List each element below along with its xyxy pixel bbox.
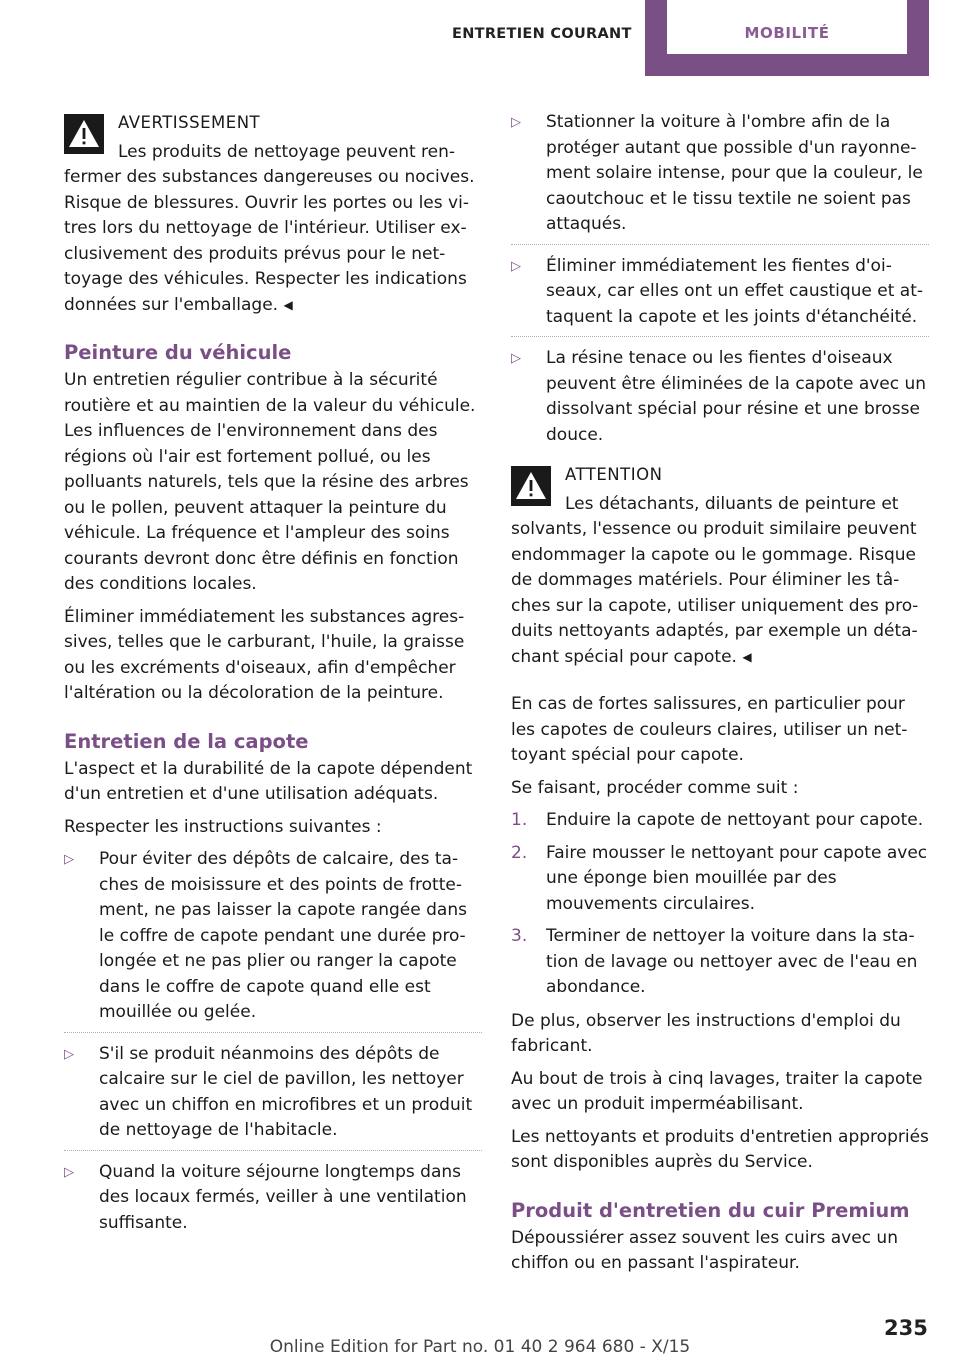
chapter-tab [645, 0, 929, 76]
triangle-bullet-icon: ▷ [64, 1046, 74, 1062]
left-column [64, 110, 482, 1244]
list-item [511, 254, 929, 338]
attention-text-body: Les détachants, diluants de peinture et solvants, l'essence ou produit similaire peuvent endommager la capote ou le gommage. Risque de dommages matériels. Pour éliminer les tâches sur la capote, utiliser uniquement des produits nettoyants adaptés, par exemple un détachant spécial pour capote. [511, 493, 919, 667]
triangle-bullet-icon: ▷ [511, 115, 521, 130]
list-item-text: S'il se produit néanmoins des dépôts de calcaire sur le ciel de pavillon, les nettoyer avec un chiffon en microfibres et un produit de nettoyage de l'habitacle. [99, 1043, 473, 1140]
edition-footer: Online Edition for Part no. 01 40 2 964 680 - X/15 [269, 1337, 691, 1357]
attention-notice [511, 462, 929, 670]
heading-leather-care: Produit d'entretien du cuir Premium [511, 1198, 910, 1222]
list-item-text: Quand la voiture séjourne longtemps dans des locaux fermés, veiller à une ventilation suffisante. [99, 1161, 467, 1233]
triangle-bullet-icon: ▷ [64, 852, 74, 867]
list-item [64, 1160, 482, 1237]
warning-triangle-icon [511, 466, 551, 506]
top-cleaning-paragraph-3: De plus, observer les instructions d'emploi du fabricant. [511, 1010, 901, 1056]
step-text: Terminer de nettoyer la voiture dans la station de lavage ou nettoyer avec de l'eau en abondance. [546, 926, 918, 997]
top-instructions-list-continued [511, 110, 929, 448]
list-item [511, 346, 929, 448]
list-item [64, 1042, 482, 1151]
step-item [511, 924, 929, 1001]
triangle-bullet-icon: ▷ [511, 258, 521, 274]
heading-paint: Peinture du véhicule [64, 341, 292, 364]
paint-paragraph-1: Un entretien régulier contribue à la sécurité routière et au maintien de la valeur du véhicule. Les influences de l'environnement dans des régions où l'air est fortement pollué, ou les polluants naturels, tels que la résine des arbres ou le pollen, peuvent attaquer la peinture du véhicule. La fréquence et l'ampleur des soins courants devront donc être définis en fonction des conditions locales. [64, 370, 476, 594]
chapter-tab-inner [667, 0, 907, 54]
paint-paragraph-2: Éliminer immédiatement les substances agressives, telles que le carburant, l'huile, la graisse ou les excréments d'oiseaux, afin d'empêcher l'altération ou la décoloration de la peinture. [64, 606, 465, 703]
end-mark-icon: ◀ [283, 297, 293, 312]
list-item [64, 847, 482, 1033]
list-item-text: Pour éviter des dépôts de calcaire, des taches de moisissure et des points de frottement, ne pas laisser la capote rangée dans le coffre de capote pendant une durée prolongée et ne pas plier ou ranger la capote dans le coffre de capote quand elle est mouillée ou gelée. [99, 849, 467, 1022]
cleaning-steps-list [511, 808, 929, 1001]
step-number: 1. [511, 810, 528, 830]
top-cleaning-paragraph-5: Les nettoyants et produits d'entretien appropriés sont disponibles auprès du Service. [511, 1126, 929, 1172]
step-text: Enduire la capote de nettoyant pour capote. [546, 810, 924, 830]
step-item [511, 808, 929, 834]
list-item-text: Éliminer immédiatement les fientes d'oiseaux, car elles ont un effet caustique et attaquent la capote et les joints d'étanchéité. [546, 255, 924, 327]
step-item [511, 841, 929, 918]
list-item-text: La résine tenace ou les fientes d'oiseaux peuvent être éliminées de la capote avec un dissolvant spécial pour résine et une brosse douce. [546, 348, 927, 445]
leather-paragraph-1: Dépoussiérer assez souvent les cuirs avec un chiffon ou en passant l'aspirateur. [511, 1227, 898, 1273]
triangle-bullet-icon: ▷ [64, 1164, 74, 1180]
top-cleaning-paragraph-4: Au bout de trois à cinq lavages, traiter la capote avec un produit imperméabilisant. [511, 1068, 923, 1114]
warning-title: AVERTISSEMENT [118, 113, 261, 132]
right-column [511, 110, 929, 1284]
warning-notice [64, 110, 482, 318]
top-instructions-list [64, 847, 482, 1236]
attention-title: ATTENTION [565, 465, 663, 484]
top-cleaning-paragraph-2: Se faisant, procéder comme suit : [511, 777, 799, 798]
section-title: ENTRETIEN COURANT [452, 26, 632, 42]
step-number: 3. [511, 926, 528, 946]
triangle-bullet-icon: ▷ [511, 351, 521, 366]
warning-text [64, 140, 482, 319]
top-cleaning-paragraph-1: En cas de fortes salissures, en particulier pour les capotes de couleurs claires, utiliser un nettoyant spécial pour capote. [511, 694, 908, 765]
page-number: 235 [884, 1316, 928, 1340]
step-text: Faire mousser le nettoyant pour capote avec une éponge bien mouillée par des mouvements circulaires. [546, 842, 928, 914]
warning-text-body: Les produits de nettoyage peuvent renfermer des substances dangereuses ou nocives. Risque de blessures. Ouvrir les portes ou les vitres lors du nettoyage de l'intérieur. Utiliser exclusivement des produits prévus pour le nettoyage des véhicules. Respecter les indications données sur l'emballage. [64, 141, 475, 315]
top-paragraph-2: Respecter les instructions suivantes : [64, 816, 382, 837]
end-mark-icon: ◀ [742, 649, 752, 664]
heading-top-care: Entretien de la capote [64, 729, 309, 753]
top-paragraph-1: L'aspect et la durabilité de la capote dépendent d'un entretien et d'une utilisation adéquats. [64, 758, 473, 804]
list-item-text: Stationner la voiture à l'ombre afin de la protéger autant que possible d'un rayonnement solaire intense, pour que la couleur, le caoutchouc et le tissu textile ne soient pas attaqués. [546, 112, 923, 234]
step-number: 2. [511, 842, 528, 863]
list-item [511, 110, 929, 245]
warning-triangle-icon [64, 114, 104, 154]
attention-text [511, 492, 929, 671]
chapter-tab-label: MOBILITÉ [744, 24, 830, 42]
